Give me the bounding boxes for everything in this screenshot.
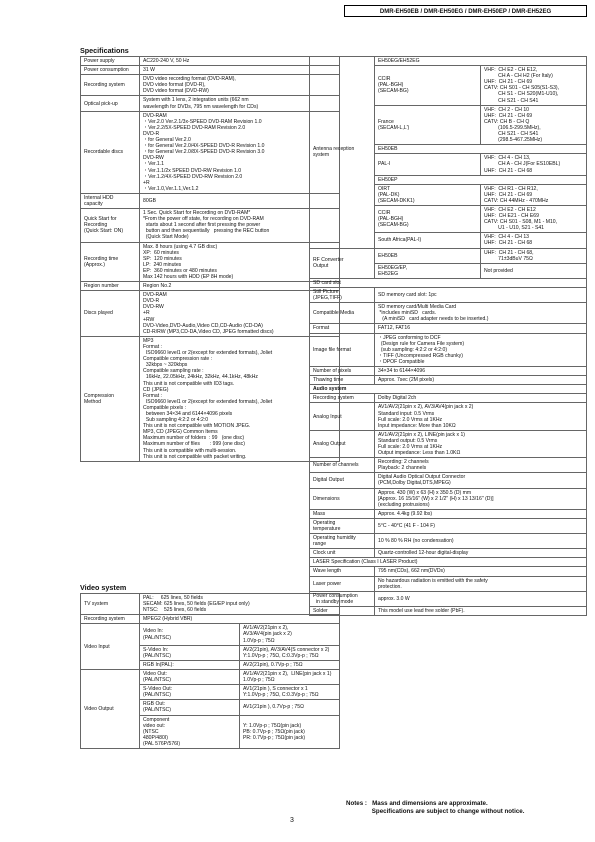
spec-value: Dolby Digital 2ch	[375, 394, 587, 403]
spec-value: FAT12, FAT16	[375, 324, 587, 333]
spec-value: 31 W	[140, 66, 340, 75]
spec-value: VHF: CH 4 - CH 13, CH A - CH J(For ES10EBL) UHF: CH 21 - CH 68	[481, 154, 587, 175]
spec-sublabel: CCIR (PAL-BGH) (SECAM-BG)	[375, 205, 481, 232]
table-row	[81, 336, 340, 461]
table-row	[81, 57, 340, 66]
spec-value: Approx. 4.4kg (9.92 lbs)	[375, 509, 587, 518]
spec-value: Approx. 7sec (2M pixels)	[375, 376, 587, 385]
spec-label: Recording system	[310, 394, 375, 403]
table-row	[310, 288, 587, 303]
video-system-table	[80, 593, 340, 749]
spec-label: TV system	[81, 594, 140, 615]
table-row	[310, 303, 587, 324]
spec-label: SD card slot	[310, 278, 587, 287]
spec-sublabel: France (SECAM-L,L')	[375, 105, 481, 145]
spec-value: VHF: CH E2 - CH E12, CH A - CH H2 (For Italy) UHF: CH 21 - CH 69 CATV: CH S01 - CH S05(S1-S3), CH S1 - CH S20(M1-U10), CH S21 - CH S41	[481, 66, 587, 106]
spec-sublabel: EH50EG/EP, EH52EG	[375, 263, 481, 278]
spec-value: 5°C - 40°C (41 F - 104 F)	[375, 518, 587, 533]
antenna-group: EH50EP	[375, 175, 587, 184]
table-row	[81, 193, 340, 208]
spec-label: Recordable discs	[81, 111, 140, 193]
table-row	[310, 333, 587, 366]
table-row	[81, 669, 340, 684]
table-row	[310, 473, 587, 488]
spec-label: Analog Output	[310, 430, 375, 457]
video-system-title: Video system	[80, 583, 127, 592]
spec-value: AV1/AV2(21pin x 2), LINE(pin jack x 1) 1.0Vp-p ; 75Ω	[240, 669, 340, 684]
table-row	[310, 403, 587, 430]
notes: Notes : Mass and dimensions are approximate. Specifications are subject to change without notice.	[346, 800, 525, 815]
spec-sublabel: OIRT (PAL-DK) (SECAM-DKK1)	[375, 184, 481, 205]
table-row	[81, 96, 340, 111]
spec-value: 10 % 80 % RH (no condensation)	[375, 534, 587, 549]
spec-sublabel: Component video out: (NTSC 480P/480I) (PAL 576P/576I)	[140, 715, 240, 748]
spec-value: MP3 Format : ISO9660 level1 or 2(except for extended formats), Joliet Compatible compression rate : 32kbps ~ 320kbps Compatible sampling rate : 16kHz, 22.05kHz, 24kHz, 32kHz, 44.1kHz, 48kHz This unit is not compatible with ID3 tags. CD (JPEG) Format : ISO9660 level1 or 2(except for extended formats), Joliet Compatible pixels : between 34×34 and 6144×4096 pixels Sub sampling 4:2:2 or 4:2:0 This unit is not compatible with MOTION JPEG. MP3, CD (JPEG) Common Items Maximum number of folders : 99 (one disc) Maximum number of files : 999 (one disc) This unit is compatible with multi-session. This unit is not compatible with packet writing.	[140, 336, 340, 461]
spec-value: MPEG2 (Hybrid VBR)	[140, 615, 340, 624]
spec-sublabel: CCIR (PAL-BGH) (SECAM-BG)	[375, 66, 481, 106]
spec-value: AV1(21pin ), 0.7Vp-p ; 75Ω	[240, 700, 340, 715]
spec-value: Approx. 430 (W) x 63 (H) x 350.5 (D) mm [Approx. 16 15/16" (W) x 2 1/2" (H) x 13 13/16" (D)] (excluding protrusions)	[375, 488, 587, 509]
table-row	[81, 242, 340, 282]
antenna-group: EH50EB	[375, 145, 587, 154]
spec-value: Quartz-controlled 12-hour digital-display	[375, 549, 587, 558]
spec-label: Dimensions	[310, 488, 375, 509]
spec-value: AC220-240 V, 50 Hz	[140, 57, 340, 66]
spec-value: DVD-RAM ・Ver.2.0 Ver.2.1/3x-SPEED DVD-RAM Revision 1.0 ・Ver.2.2/5X-SPEED DVD-RAM Revision 2.0 DVD-R ・for General Ver.2.0 ・for General Ver.2.0/4X-SPEED DVD-R Revision 1.0 ・for General Ver.2.0/8X-SPEED DVD-R Revision 3.0 DVD-RW ・Ver.1.1 ・Ver.1.1/2x SPEED DVD-RW Revision 1.0 ・Ver.1.2/4X-SPEED DVD-RW Revision 2.0 +R ・Ver.1.0,Ver.1.1,Ver.1.2	[140, 111, 340, 193]
spec-value: AV2(21pin), 0.7Vp-p ; 75Ω	[240, 660, 340, 669]
antenna-label: Antenna reception system	[310, 57, 375, 249]
spec-label: Recording system	[81, 75, 140, 96]
spec-value: This model use lead free solder (PbF).	[375, 606, 587, 615]
table-row	[81, 615, 340, 624]
spec-value: approx. 3.0 W	[375, 591, 587, 606]
table-row	[310, 57, 587, 66]
spec-label: Quick Start for Recording (Quick Start: ON)	[81, 209, 140, 242]
table-row	[310, 430, 587, 457]
rf-label: RF Converter Output	[310, 248, 375, 278]
table-row	[81, 209, 340, 242]
spec-label: Region number	[81, 282, 140, 291]
spec-table-left	[80, 56, 340, 462]
spec-value: VHF: CH E2 - CH E12 UHF: CH E21 - CH E69 CATV: CH S01 - S08, M1 - M10, U1 - U10, S21 - S41	[481, 205, 587, 232]
table-row	[310, 248, 587, 263]
spec-label: Format	[310, 324, 375, 333]
spec-value: UHF: CH 21 - CH 68, 71±3dBuV 75Ω	[481, 248, 587, 263]
spec-value: Digital Audio Optical Output Connector (PCM,Dolby Digital,DTS,MPEG)	[375, 473, 587, 488]
spec-value: No hazardous radiation is emitted with the safety protection.	[375, 576, 587, 591]
spec-value: AV2(21pin), AV3/AV4(S connector x 2) Y:1.0Vp-p ; 75Ω, C:0.3Vp-p ; 75Ω	[240, 645, 340, 660]
spec-sublabel: South Africa(PAL-I)	[375, 233, 481, 248]
spec-value: ・JPEG conforming to DCF (Design rule for Camera File system) (sub sampling: 4:2:2 or 4:2:0) ・TIFF (Uncompressed RGB chunky) ・DPOF Compatible	[375, 333, 587, 366]
table-row	[310, 458, 587, 473]
laser-spec-title: LASER Specification (Class I LASER Product)	[310, 558, 587, 567]
spec-value: AV1/AV2(21pin x 2), AV3/AV4(pin jack x 2) 1.0Vp-p ; 75Ω	[240, 624, 340, 645]
table-row	[310, 394, 587, 403]
spec-sublabel: Video In: (PAL/NTSC)	[140, 624, 240, 645]
spec-label: Recording system	[81, 615, 140, 624]
page-title: Specifications	[80, 46, 129, 55]
spec-sublabel: RGB Out: (PAL/NTSC)	[140, 700, 240, 715]
spec-value: SD memory card slot: 1pc	[375, 288, 587, 303]
model-header: DMR-EH50EB / DMR-EH50EG / DMR-EH50EP / DMR-EH52EG	[344, 5, 587, 17]
spec-label: Laser power	[310, 576, 375, 591]
spec-sublabel: RGB In(PAL):	[140, 660, 240, 669]
table-row	[81, 111, 340, 193]
spec-label: Number of pixels	[310, 367, 375, 376]
spec-label: Optical pick-up	[81, 96, 140, 111]
spec-table-right	[309, 56, 587, 616]
spec-value: VHF: CH 4 - CH 13 UHF: CH 21 - CH 68	[481, 233, 587, 248]
table-row	[310, 518, 587, 533]
spec-label: Video Output	[81, 669, 140, 748]
spec-value: DVD-RAM DVD-R DVD-RW +R +RW DVD-Video,DVD-Audio,Video CD,CD-Audio (CD-DA) CD-R/RW (MP3,CD-DA,Video CD, JPEG formatted discs)	[140, 291, 340, 337]
spec-value: Region No.2	[140, 282, 340, 291]
table-row	[81, 624, 340, 645]
spec-label: Power supply	[81, 57, 140, 66]
table-row	[81, 594, 340, 615]
spec-value: Recording: 2 channels Playback: 2 channels	[375, 458, 587, 473]
spec-value: 795 nm(CDs), 662 nm(DVDs)	[375, 567, 587, 576]
spec-label: Power consumption in standby mode	[310, 591, 375, 606]
spec-sublabel: PAL-I	[375, 154, 481, 175]
spec-value: AV1/AV2(21pin x 2), LINE(pin jack x 1) Standard output: 0.5 Vrms Full scale: 2.0 Vrms at 1KHz Output impedance: Less than 1.0KΩ	[375, 430, 587, 457]
table-row	[310, 509, 587, 518]
spec-value: PAL: 625 lines, 50 fields SECAM: 625 lines, 50 fields (EG/EP input only) NTSC: 525 lines, 60 fields	[140, 594, 340, 615]
spec-value: 34×34 to 6144×4096	[375, 367, 587, 376]
spec-label: Thawing time	[310, 376, 375, 385]
page-number: 3	[290, 817, 294, 824]
spec-value: SD memory card/Multi Media Card *includes miniSD cards. (A miniSD card adapter needs to be inserted.)	[375, 303, 587, 324]
table-row	[81, 66, 340, 75]
spec-label: Operating humidity range	[310, 534, 375, 549]
spec-value: DVD video recording format (DVD-RAM), DVD video format (DVD-R), DVD video format (DVD-RW)	[140, 75, 340, 96]
spec-value: Not provided	[481, 263, 587, 278]
spec-label: Video Input	[81, 624, 140, 670]
spec-value: Y: 1.0Vp-p ; 75Ω(pin jack) PB: 0.7Vp-p ; 75Ω(pin jack) PR: 0.7Vp-p ; 75Ω(pin jack)	[240, 715, 340, 748]
spec-value: AV1(21pin ), S connector x 1 Y:1.0Vp-p ; 75Ω, C:0.3Vp-p ; 75Ω	[240, 685, 340, 700]
spec-value: Max. 8 hours (using 4.7 GB disc) XP: 60 minutes SP: 120 minutes LP: 240 minutes EP: 360 minutes or 480 minutes Max 142 hours with HDD (EP 8H mode)	[140, 242, 340, 282]
spec-label: Image file format	[310, 333, 375, 366]
spec-label: Wave length	[310, 567, 375, 576]
spec-label: Recording time (Approx.)	[81, 242, 140, 282]
table-row	[310, 558, 587, 567]
spec-value: VHF: CH 2 - CH 10 UHF: CH 21 - CH 69 CATV: CH B - CH Q (106.5-299.5MHz), CH S21 - CH S41 (298.5-467.25MHz)	[481, 105, 587, 145]
table-row	[310, 567, 587, 576]
spec-value: AV1/AV2(21pin x 2), AV3/AV4(pin jack x 2) Standard input: 0.5 Vrms Full scale: 2.0 Vrms at 1KHz Input impedance: More than 10KΩ	[375, 403, 587, 430]
spec-label: Analog Input	[310, 403, 375, 430]
spec-value: VHF: CH R1 - CH R12, UHF: CH 21 - CH 69 CATV: CH 44MHz - 470MHz	[481, 184, 587, 205]
spec-label: Still Picture (JPEG,TIFF)	[310, 288, 375, 303]
table-row	[81, 282, 340, 291]
spec-label: Digital Output	[310, 473, 375, 488]
spec-sublabel: Video Out: (PAL/NTSC)	[140, 669, 240, 684]
spec-label: Solder	[310, 606, 375, 615]
spec-label: Compatible Media	[310, 303, 375, 324]
spec-value: System with 1 lens, 2 integration units (662 nm wavelength for DVDs, 795 nm wavelength for CDs)	[140, 96, 340, 111]
table-row	[310, 488, 587, 509]
spec-value: 1 Sec. Quick Start for Recording on DVD-RAM* *From the power off state, for recording on DVD-RAM starts about 1 second after first pressing the power button and then sequentially pressing the REC button (Quick Start Mode)	[140, 209, 340, 242]
spec-sublabel: S-Video In: (PAL/NTSC)	[140, 645, 240, 660]
table-row	[310, 278, 587, 287]
spec-label: Mass	[310, 509, 375, 518]
audio-system-title: Audio system	[310, 385, 587, 394]
antenna-group: EH50EG/EH52EG	[375, 57, 587, 66]
spec-label: Number of channels	[310, 458, 375, 473]
table-row	[81, 75, 340, 96]
spec-sublabel: EH50EB	[375, 248, 481, 263]
table-row	[310, 606, 587, 615]
table-row	[310, 385, 587, 394]
table-row	[310, 576, 587, 591]
spec-value: 80GB	[140, 193, 340, 208]
spec-label: Operating temperature	[310, 518, 375, 533]
table-row	[310, 534, 587, 549]
spec-label: Power consumption	[81, 66, 140, 75]
spec-label: Clock unit	[310, 549, 375, 558]
table-row	[310, 549, 587, 558]
table-row	[310, 376, 587, 385]
table-row	[310, 367, 587, 376]
spec-label: Internal HDD capacity	[81, 193, 140, 208]
spec-sublabel: S-Video Out: (PAL/NTSC)	[140, 685, 240, 700]
table-row	[310, 324, 587, 333]
spec-label: Compression Method	[81, 336, 140, 461]
table-row	[310, 591, 587, 606]
table-row	[81, 291, 340, 337]
spec-label: Discs played	[81, 291, 140, 337]
